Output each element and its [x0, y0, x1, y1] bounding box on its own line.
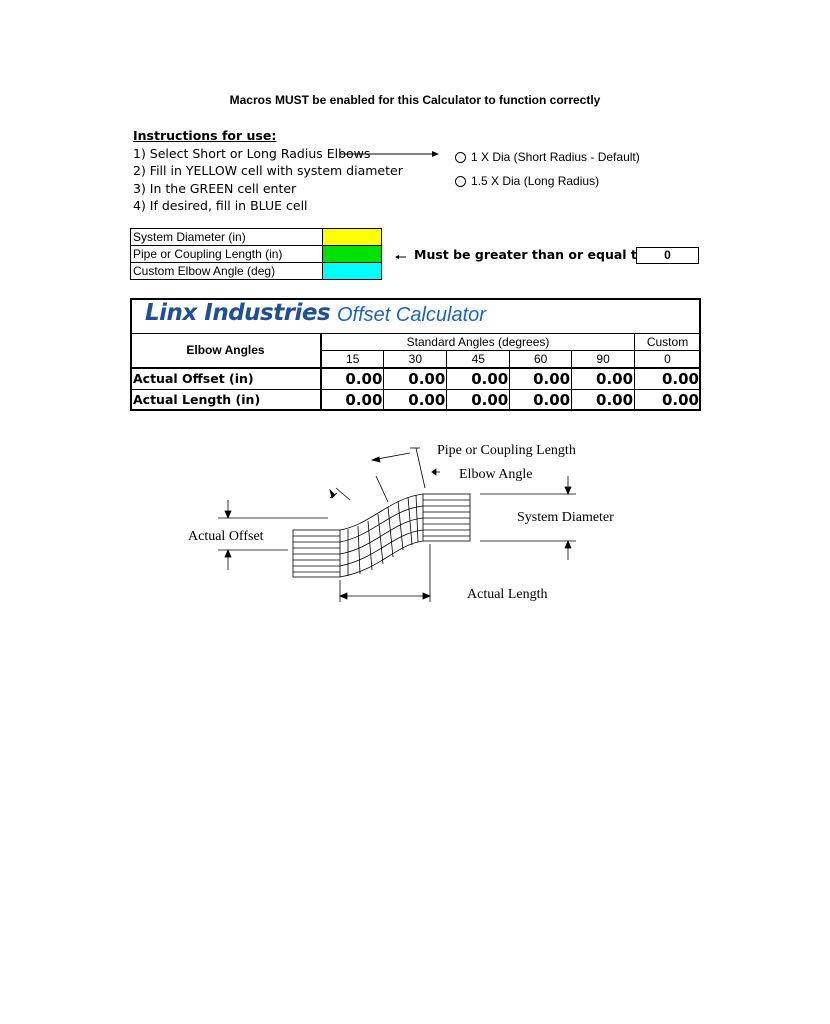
custom-angle-label: Custom Elbow Angle (deg) — [131, 263, 323, 280]
actual-length-label: Actual Length — [467, 587, 548, 602]
angle-15: 15 — [321, 351, 384, 368]
actual-offset-label: Actual Offset — [188, 529, 264, 544]
calculator-title: Offset Calculator — [337, 304, 486, 326]
radio-long-radius[interactable] — [455, 176, 466, 187]
length-value: 0.00 — [447, 389, 510, 410]
constraint-value: 0 — [636, 247, 699, 264]
results-table — [130, 333, 701, 411]
elbow-angles-header: Elbow Angles — [131, 334, 322, 368]
offset-value: 0.00 — [635, 368, 701, 390]
instruction-step: 4) If desired, fill in BLUE cell — [133, 198, 308, 213]
length-value: 0.00 — [384, 389, 447, 410]
instruction-step: 1) Select Short or Long Radius Elbows — [133, 145, 371, 161]
long-radius-option[interactable] — [455, 174, 599, 188]
angle-60: 60 — [510, 351, 572, 368]
actual-offset-label: Actual Offset (in) — [131, 368, 322, 390]
offset-value: 0.00 — [447, 368, 510, 390]
elbow-angle-label: Elbow Angle — [459, 467, 533, 482]
length-value: 0.00 — [635, 389, 701, 410]
macro-notice: Macros MUST be enabled for this Calculator to function correctly — [229, 93, 601, 107]
brand-logo: Linx Industries — [145, 300, 331, 326]
standard-angles-header: Standard Angles (degrees) — [321, 334, 635, 351]
custom-angle-input[interactable] — [323, 263, 382, 280]
offset-value: 0.00 — [572, 368, 635, 390]
input-table — [130, 228, 382, 280]
angle-45: 45 — [447, 351, 510, 368]
instructions — [133, 127, 403, 215]
radio-label: 1 X Dia (Short Radius - Default) — [471, 150, 640, 164]
instructions-title: Instructions for use: — [133, 128, 277, 143]
constraint-text: Must be greater than or equal t — [414, 247, 637, 262]
short-radius-option[interactable] — [455, 150, 640, 164]
offset-value: 0.00 — [510, 368, 572, 390]
arrow-left-icon — [395, 252, 407, 262]
pipe-length-label: Pipe or Coupling Length (in) — [131, 246, 323, 263]
instruction-step: 3) In the GREEN cell enter — [133, 180, 297, 196]
instruction-arrow — [340, 148, 440, 160]
custom-header: Custom — [635, 334, 701, 351]
radio-short-radius[interactable] — [455, 152, 466, 163]
actual-length-label: Actual Length (in) — [131, 389, 322, 410]
offset-value: 0.00 — [384, 368, 447, 390]
angle-30: 30 — [384, 351, 447, 368]
system-diameter-input[interactable] — [323, 229, 382, 246]
length-value: 0.00 — [572, 389, 635, 410]
angle-custom: 0 — [635, 351, 701, 368]
system-diameter-label: System Diameter (in) — [131, 229, 323, 246]
pipe-length-label: Pipe or Coupling Length — [437, 443, 576, 458]
angle-90: 90 — [572, 351, 635, 368]
pipe-length-input[interactable] — [323, 246, 382, 263]
length-value: 0.00 — [510, 389, 572, 410]
offset-diagram — [180, 430, 614, 620]
offset-value: 0.00 — [321, 368, 384, 390]
instruction-step: 2) Fill in YELLOW cell with system diameter — [133, 163, 403, 178]
length-value: 0.00 — [321, 389, 384, 410]
system-diameter-label: System Diameter — [517, 510, 614, 525]
radio-label: 1.5 X Dia (Long Radius) — [471, 174, 600, 188]
